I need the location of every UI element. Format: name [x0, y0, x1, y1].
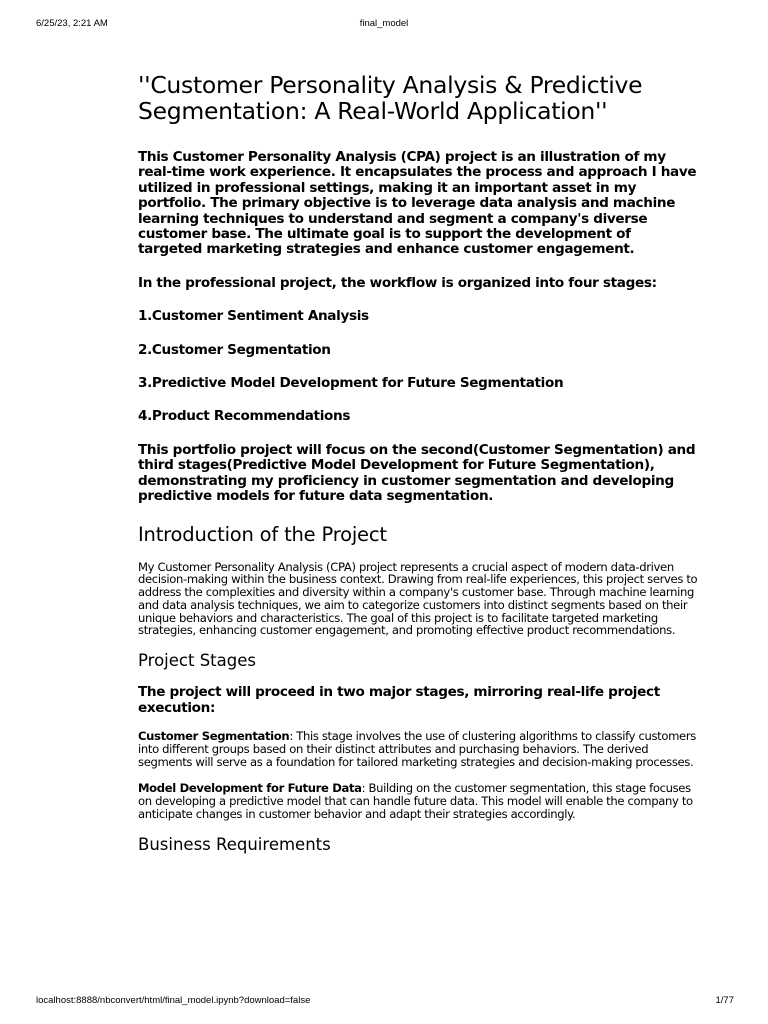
print-datetime: 6/25/23, 2:21 AM	[36, 18, 108, 29]
stage-item-segmentation	[138, 730, 698, 768]
introduction-heading: Introduction of the Project	[138, 522, 387, 546]
project-stages-heading: Project Stages	[138, 651, 256, 671]
workflow-stage-4: 4.Product Recommendations	[138, 408, 351, 425]
print-doc-title: final_model	[359, 18, 409, 29]
notebook-content	[138, 72, 698, 869]
stage-item-term: Customer Segmentation	[138, 729, 290, 744]
print-page-number: 1/77	[715, 995, 734, 1006]
page-title: ''Customer Personality Analysis & Predictive Segmentation: A Real-World Application''	[138, 71, 643, 125]
workflow-intro: In the professional project, the workflow is organized into four stages:	[138, 274, 657, 291]
workflow-stage-2: 2.Customer Segmentation	[138, 341, 331, 358]
stage-item-model-development	[138, 782, 698, 820]
project-stages-lead: The project will proceed in two major stages, mirroring real-life project execution:	[138, 684, 660, 716]
business-requirements-heading: Business Requirements	[138, 834, 331, 854]
stage-item-text: : This stage involves the use of clustering algorithms to classify customers into different groups based on their distinct attributes and purchasing behaviors. The derived segments will serve as a foundation for tailored marketing strategies and decision-making processes.	[138, 729, 696, 769]
stage-item-text: : Building on the customer segmentation, this stage focuses on developing a predictive model that can handle future data. This model will enable the company to anticipate changes in customer behavior and adapt their strategies accordingly.	[138, 781, 693, 822]
introduction-body: My Customer Personality Analysis (CPA) project represents a crucial aspect of modern data-driven decision-making within the business context. Drawing from real-life experiences, this project serves to address the complexities and diversity within a company's customer base. Through machine learning and data analysis techniques, we aim to categorize customers into distinct segments based on their unique behaviors and characteristics. The goal of this project is to facilitate targeted marketing strategies, enhancing customer engagement, and promoting effective product recommendations.	[138, 559, 698, 638]
intro-paragraph: This Customer Personality Analysis (CPA) project is an illustration of my real-time work experience. It encapsulates the process and approach I have utilized in professional settings, making it an important asset in my portfolio. The primary objective is to leverage data analysis and machine learning techniques to understand and segment a company's diverse customer base. The ultimate goal is to support the development of targeted marketing strategies and enhance customer engagement.	[138, 149, 697, 258]
stage-item-term: Model Development for Future Data	[138, 781, 362, 796]
workflow-stage-3: 3.Predictive Model Development for Future Segmentation	[138, 375, 564, 392]
workflow-stage-1: 1.Customer Sentiment Analysis	[138, 308, 369, 325]
print-url: localhost:8888/nbconvert/html/final_model.ipynb?download=false	[36, 995, 311, 1006]
focus-paragraph: This portfolio project will focus on the second(Customer Segmentation) and third stages(Predictive Model Development for Future Segmentation), demonstrating my proficiency in customer segmentation and developing predictive models for future data segmentation.	[138, 441, 696, 505]
